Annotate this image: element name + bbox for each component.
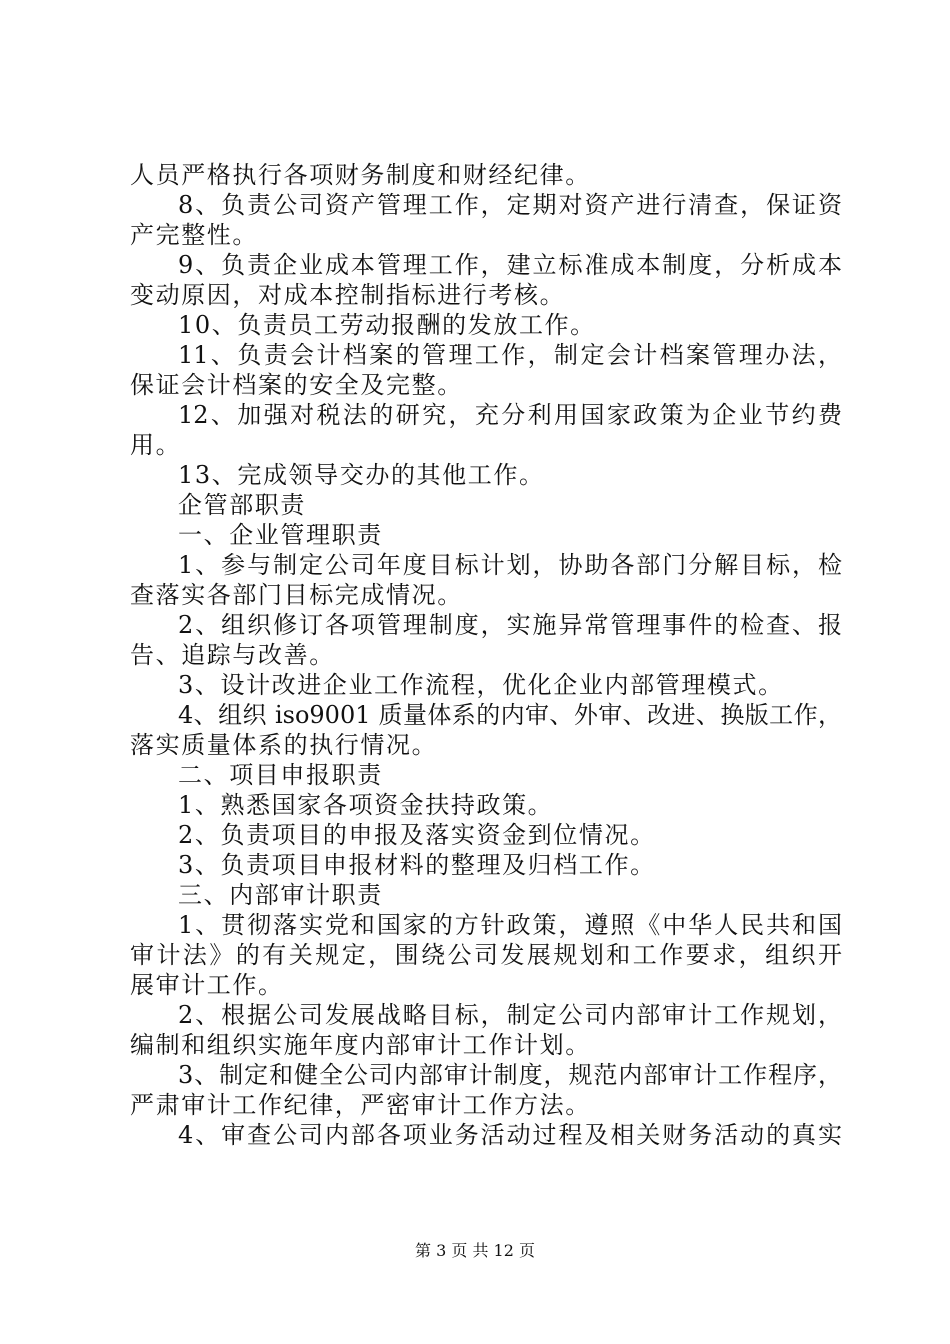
body-line: 3、设计改进企业工作流程，优化企业内部管理模式。	[178, 671, 784, 699]
body-line: 2、组织修订各项管理制度，实施异常管理事件的检查、报	[178, 611, 842, 639]
subsection-heading: 二、项目申报职责	[178, 761, 383, 789]
body-line: 编制和组织实施年度内部审计工作计划。	[130, 1031, 591, 1059]
body-line: 1、贯彻落实党和国家的方针政策，遵照《中华人民共和国	[178, 911, 842, 939]
body-line: 4、组织 iso9001 质量体系的内审、外审、改进、换版工作，	[178, 701, 842, 729]
document-body	[130, 160, 842, 1150]
body-line: 产完整性。	[130, 221, 258, 249]
subsection-heading: 一、企业管理职责	[178, 521, 383, 549]
body-line: 13、完成领导交办的其他工作。	[178, 461, 545, 489]
body-line: 11、负责会计档案的管理工作，制定会计档案管理办法，	[178, 341, 842, 369]
body-line: 2、根据公司发展战略目标，制定公司内部审计工作规划，	[178, 1001, 842, 1029]
body-line: 10、负责员工劳动报酬的发放工作。	[178, 311, 596, 339]
body-line: 落实质量体系的执行情况。	[130, 731, 438, 759]
body-line: 人员严格执行各项财务制度和财经纪律。	[130, 161, 591, 189]
body-line: 1、熟悉国家各项资金扶持政策。	[178, 791, 554, 819]
page-number-footer: 第 3 页 共 12 页	[415, 1241, 535, 1260]
body-line: 审计法》的有关规定，围绕公司发展规划和工作要求，组织开	[130, 941, 842, 969]
body-line: 12、加强对税法的研究，充分利用国家政策为企业节约费	[178, 401, 842, 429]
subsection-heading: 三、内部审计职责	[178, 881, 383, 909]
body-line: 查落实各部门目标完成情况。	[130, 581, 463, 609]
body-line: 8、负责公司资产管理工作，定期对资产进行清查，保证资	[178, 191, 842, 219]
body-line: 变动原因，对成本控制指标进行考核。	[130, 281, 566, 309]
body-line: 2、负责项目的申报及落实资金到位情况。	[178, 821, 656, 849]
body-line: 严肃审计工作纪律，严密审计工作方法。	[130, 1091, 591, 1119]
body-line: 告、追踪与改善。	[130, 641, 335, 669]
body-line: 保证会计档案的安全及完整。	[130, 371, 463, 399]
body-line: 3、制定和健全公司内部审计制度，规范内部审计工作程序，	[178, 1061, 842, 1089]
body-line: 用。	[130, 431, 182, 459]
body-line: 展审计工作。	[130, 971, 284, 999]
body-line: 3、负责项目申报材料的整理及归档工作。	[178, 851, 656, 879]
body-line: 4、审查公司内部各项业务活动过程及相关财务活动的真实	[178, 1121, 842, 1149]
body-line: 1、参与制定公司年度目标计划，协助各部门分解目标，检	[178, 551, 842, 579]
body-line: 9、负责企业成本管理工作，建立标准成本制度，分析成本	[178, 251, 842, 279]
section-heading: 企管部职责	[178, 491, 306, 519]
